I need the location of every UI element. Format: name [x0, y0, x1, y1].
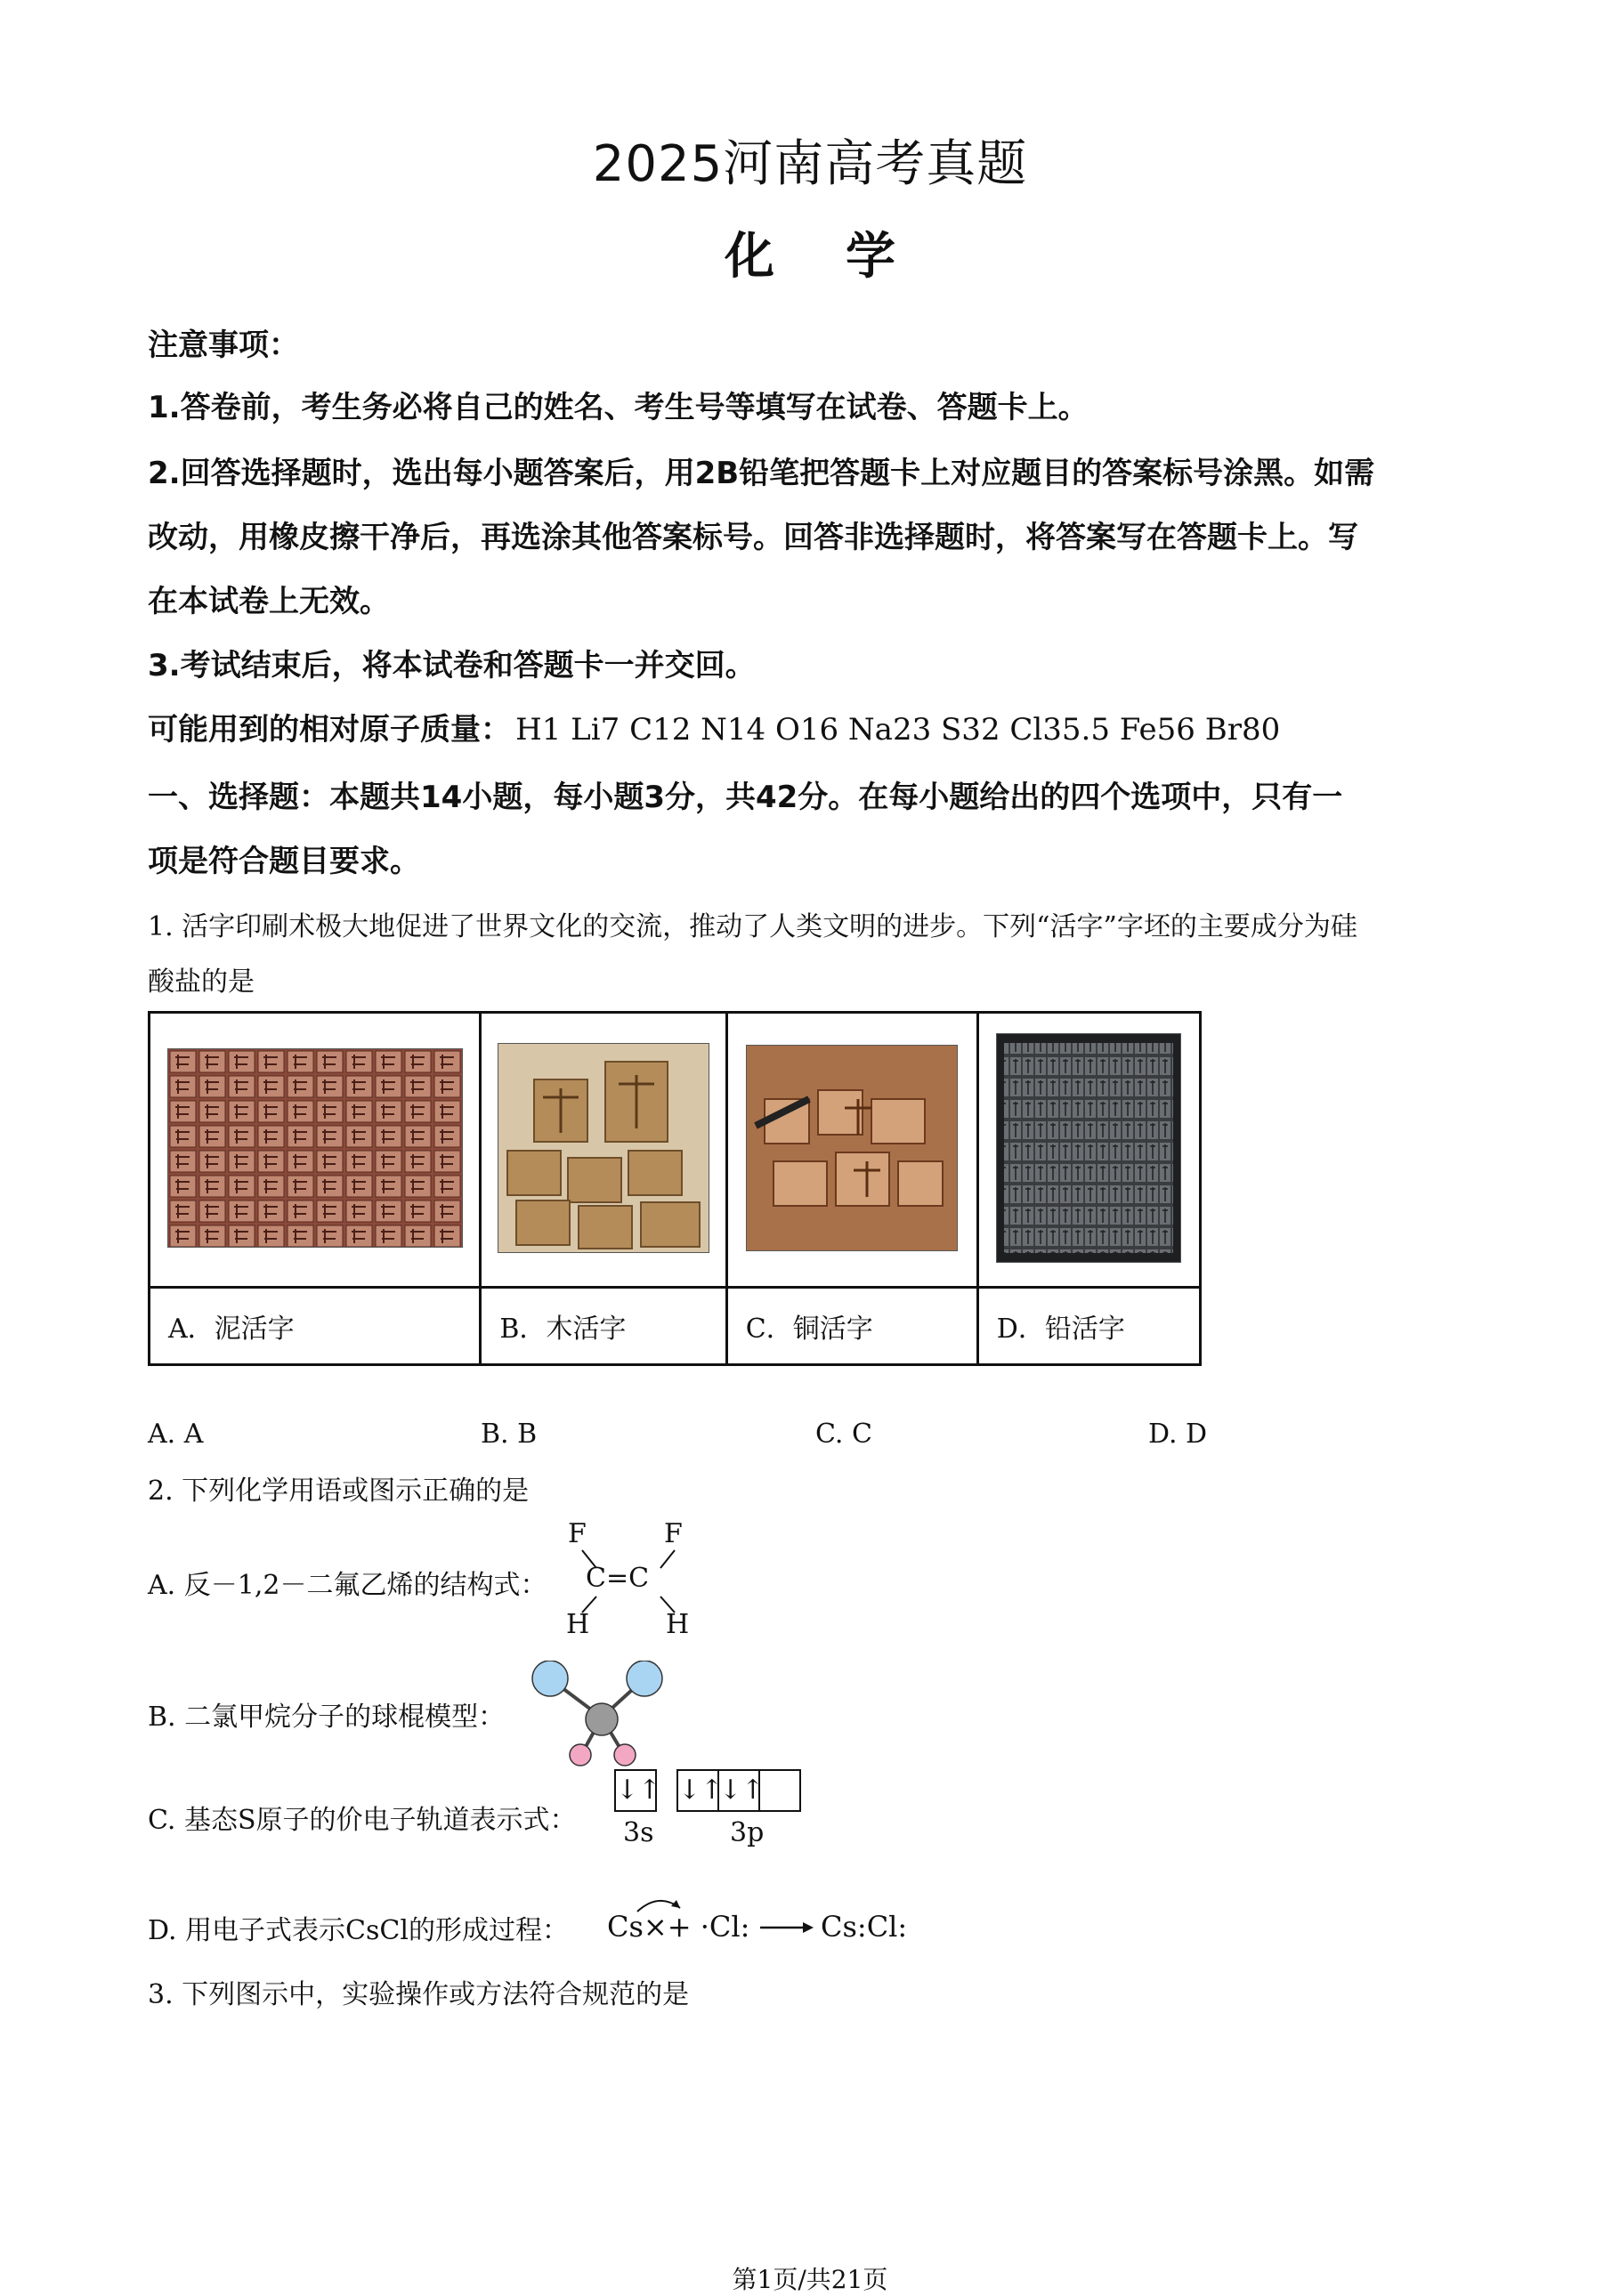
q2-option-a: A. 反－1,2－二氟乙烯的结构式： — [148, 1570, 547, 1601]
lead-type-image — [996, 1033, 1181, 1263]
table-label-b: B．木活字 — [481, 1288, 726, 1365]
orbital-3s: ↓↑ — [614, 1769, 657, 1812]
q2-option-b: B. 二氯甲烷分子的球棍模型： — [148, 1702, 506, 1733]
notice-item-2c: 在本试卷上无效。 — [148, 584, 390, 619]
notice-item-2a: 2.回答选择题时，选出每小题答案后，用2B铅笔把答题卡上对应题目的答案标号涂黑。如需 — [148, 456, 1375, 491]
dichloromethane-ball-stick-model — [525, 1661, 676, 1767]
difluoroethene-structure — [561, 1518, 694, 1643]
chlorine-atom-ball — [627, 1661, 662, 1696]
notice-heading: 注意事项： — [148, 327, 299, 363]
q2-option-d: D. 用电子式表示CsCl的形成过程： — [148, 1915, 569, 1946]
hydrogen-atom-ball — [614, 1744, 636, 1766]
atom-h-left: H — [566, 1609, 590, 1640]
table-label-c: C．铜活字 — [726, 1288, 977, 1365]
atomic-mass-line — [148, 705, 1280, 748]
atom-f-left: F — [568, 1518, 587, 1549]
section-heading-1: 一、选择题：本题共14小题，每小题3分，共42分。在每小题给出的四个选项中，只有一 — [148, 780, 1343, 815]
movable-type-table — [148, 1011, 1202, 1366]
clay-type-cell — [150, 1013, 481, 1288]
notice-item-1: 1.答卷前，考生务必将自己的姓名、考生号等填写在试卷、答题卡上。 — [148, 390, 1089, 425]
structure-bonds — [561, 1518, 694, 1643]
copper-type-image — [746, 1045, 958, 1251]
carbon-atom-ball — [586, 1703, 618, 1735]
hydrogen-atom-ball — [570, 1744, 591, 1766]
notice-item-2b: 改动，用橡皮擦干净后，再选涂其他答案标号。回答非选择题时，将答案写在答题卡上。写 — [148, 520, 1358, 555]
formula-reactants: Cs×+ ·Cl: — [607, 1910, 750, 1944]
reaction-arrow-icon — [758, 1919, 815, 1936]
q1-option-a[interactable]: A. A — [148, 1419, 204, 1450]
q1-option-b[interactable]: B. B — [481, 1419, 538, 1450]
table-label-d: D．铅活字 — [977, 1288, 1200, 1365]
chlorine-atom-ball — [532, 1661, 568, 1696]
copper-type-cell — [726, 1013, 977, 1288]
sulfur-orbital-diagram — [614, 1769, 828, 1858]
atomic-mass-values: H1 Li7 C12 N14 O16 Na23 S32 Cl35.5 Fe56 Br80 — [515, 712, 1281, 748]
q1-stem-line1: 1. 活字印刷术极大地促进了世界文化的交流，推动了人类文明的进步。下列“活字”字坯的主要成分为硅 — [148, 911, 1357, 942]
lead-type-cell — [977, 1013, 1200, 1288]
formula-product: Cs:Cl: — [821, 1910, 908, 1944]
cscl-electron-formula — [607, 1892, 927, 1954]
q1-options — [0, 1419, 1620, 1454]
subject-title: 化学 — [725, 228, 967, 286]
q3-stem: 3. 下列图示中，实验操作或方法符合规范的是 — [148, 1979, 690, 2010]
q2-stem: 2. 下列化学用语或图示正确的是 — [148, 1475, 530, 1507]
atom-h-right: H — [666, 1609, 690, 1640]
atom-f-right: F — [664, 1518, 683, 1549]
notice-item-3: 3.考试结束后，将本试卷和答题卡一并交回。 — [148, 648, 756, 683]
orbital-3p-2: ↓↑ — [717, 1769, 760, 1812]
orbital-3p-3 — [758, 1769, 801, 1812]
wood-type-image — [498, 1043, 709, 1253]
orbital-3p-label: 3p — [730, 1817, 765, 1848]
q1-stem-line2: 酸盐的是 — [148, 966, 255, 998]
q1-option-c[interactable]: C. C — [815, 1419, 872, 1450]
orbital-3p-1: ↓↑ — [676, 1769, 719, 1812]
page-number: 第1页/共21页 — [732, 2265, 888, 2294]
atomic-mass-label: 可能用到的相对原子质量： — [148, 712, 511, 748]
section-heading-2: 项是符合题目要求。 — [148, 844, 420, 879]
clay-type-image — [167, 1048, 463, 1248]
q2-option-c: C. 基态S原子的价电子轨道表示式： — [148, 1805, 577, 1836]
q1-option-d[interactable]: D. D — [1148, 1419, 1208, 1450]
orbital-3s-label: 3s — [623, 1817, 654, 1848]
atom-cc-double-bond: C=C — [586, 1563, 650, 1594]
exam-title: 2025河南高考真题 — [592, 135, 1028, 193]
wood-type-cell — [481, 1013, 726, 1288]
table-label-a: A．泥活字 — [150, 1288, 481, 1365]
